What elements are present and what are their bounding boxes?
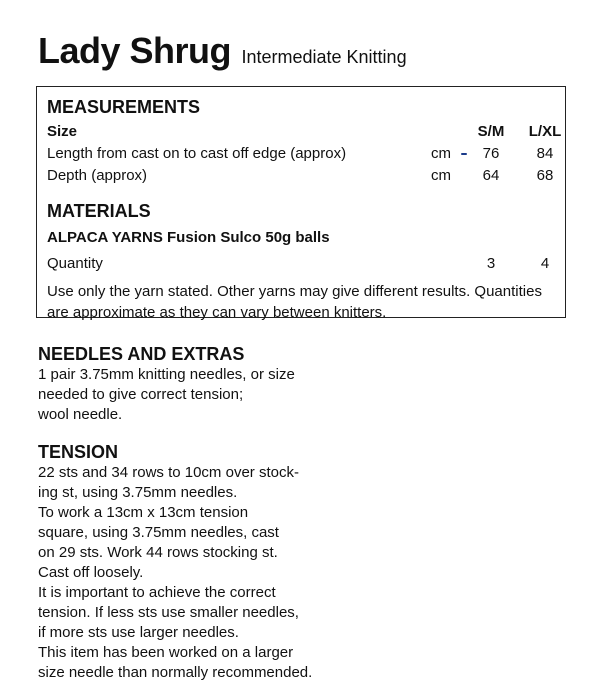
- yarn-note: [47, 281, 562, 323]
- pen-tick-mark: [461, 153, 467, 155]
- page-subtitle: Intermediate Knitting: [241, 47, 407, 67]
- tension-line: Cast off loosely.: [38, 564, 144, 581]
- needles-heading: NEEDLES AND EXTRAS: [38, 344, 245, 364]
- yarn-note-line: Use only the yarn stated. Other yarns may give different results. Quantities: [47, 283, 542, 300]
- tension-heading: TENSION: [38, 442, 119, 462]
- size-header-sm: S/M: [477, 123, 505, 140]
- page-title: Lady Shrug: [38, 30, 232, 71]
- tension-line: ing st, using 3.75mm needles.: [38, 484, 238, 501]
- depth-value-lxl: 68: [536, 167, 554, 184]
- tension-line: This item has been worked on a larger: [38, 644, 294, 661]
- tension-line: It is important to achieve the correct: [38, 584, 276, 601]
- measurements-materials-box: [36, 86, 566, 321]
- size-header-lxl: L/XL: [528, 123, 562, 140]
- yarn-note-line: are approximate as they can vary between knitters.: [47, 304, 387, 321]
- tension-line: 22 sts and 34 rows to 10cm over stock-: [38, 464, 299, 481]
- quantity-value-lxl: 4: [540, 255, 550, 272]
- tension-line: To work a 13cm x 13cm tension: [38, 504, 249, 521]
- size-label: Size: [47, 123, 78, 140]
- depth-value-sm: 64: [482, 167, 500, 184]
- quantity-label: Quantity: [47, 255, 103, 272]
- needles-line: needed to give correct tension;: [38, 386, 244, 403]
- needles-line: 1 pair 3.75mm knitting needles, or size: [38, 366, 295, 383]
- measurements-heading: MEASUREMENTS: [47, 97, 201, 117]
- title-row: [38, 30, 407, 72]
- tension-line: tension. If less sts use smaller needles,: [38, 604, 299, 621]
- length-value-sm: 76: [482, 145, 500, 162]
- depth-unit: cm: [431, 167, 451, 184]
- tension-line: size needle than normally recommended.: [38, 664, 313, 681]
- length-value-lxl: 84: [536, 145, 554, 162]
- needles-line: wool needle.: [38, 406, 123, 423]
- length-label: Length from cast on to cast off edge (approx): [47, 145, 347, 162]
- quantity-value-sm: 3: [486, 255, 496, 272]
- length-unit: cm: [431, 145, 451, 162]
- tension-line: on 29 sts. Work 44 rows stocking st.: [38, 544, 278, 561]
- materials-heading: MATERIALS: [47, 201, 151, 221]
- tension-line: square, using 3.75mm needles, cast: [38, 524, 279, 541]
- tension-line: if more sts use larger needles.: [38, 624, 239, 641]
- yarn-name: ALPACA YARNS Fusion Sulco 50g balls: [47, 229, 330, 246]
- depth-label: Depth (approx): [47, 167, 148, 184]
